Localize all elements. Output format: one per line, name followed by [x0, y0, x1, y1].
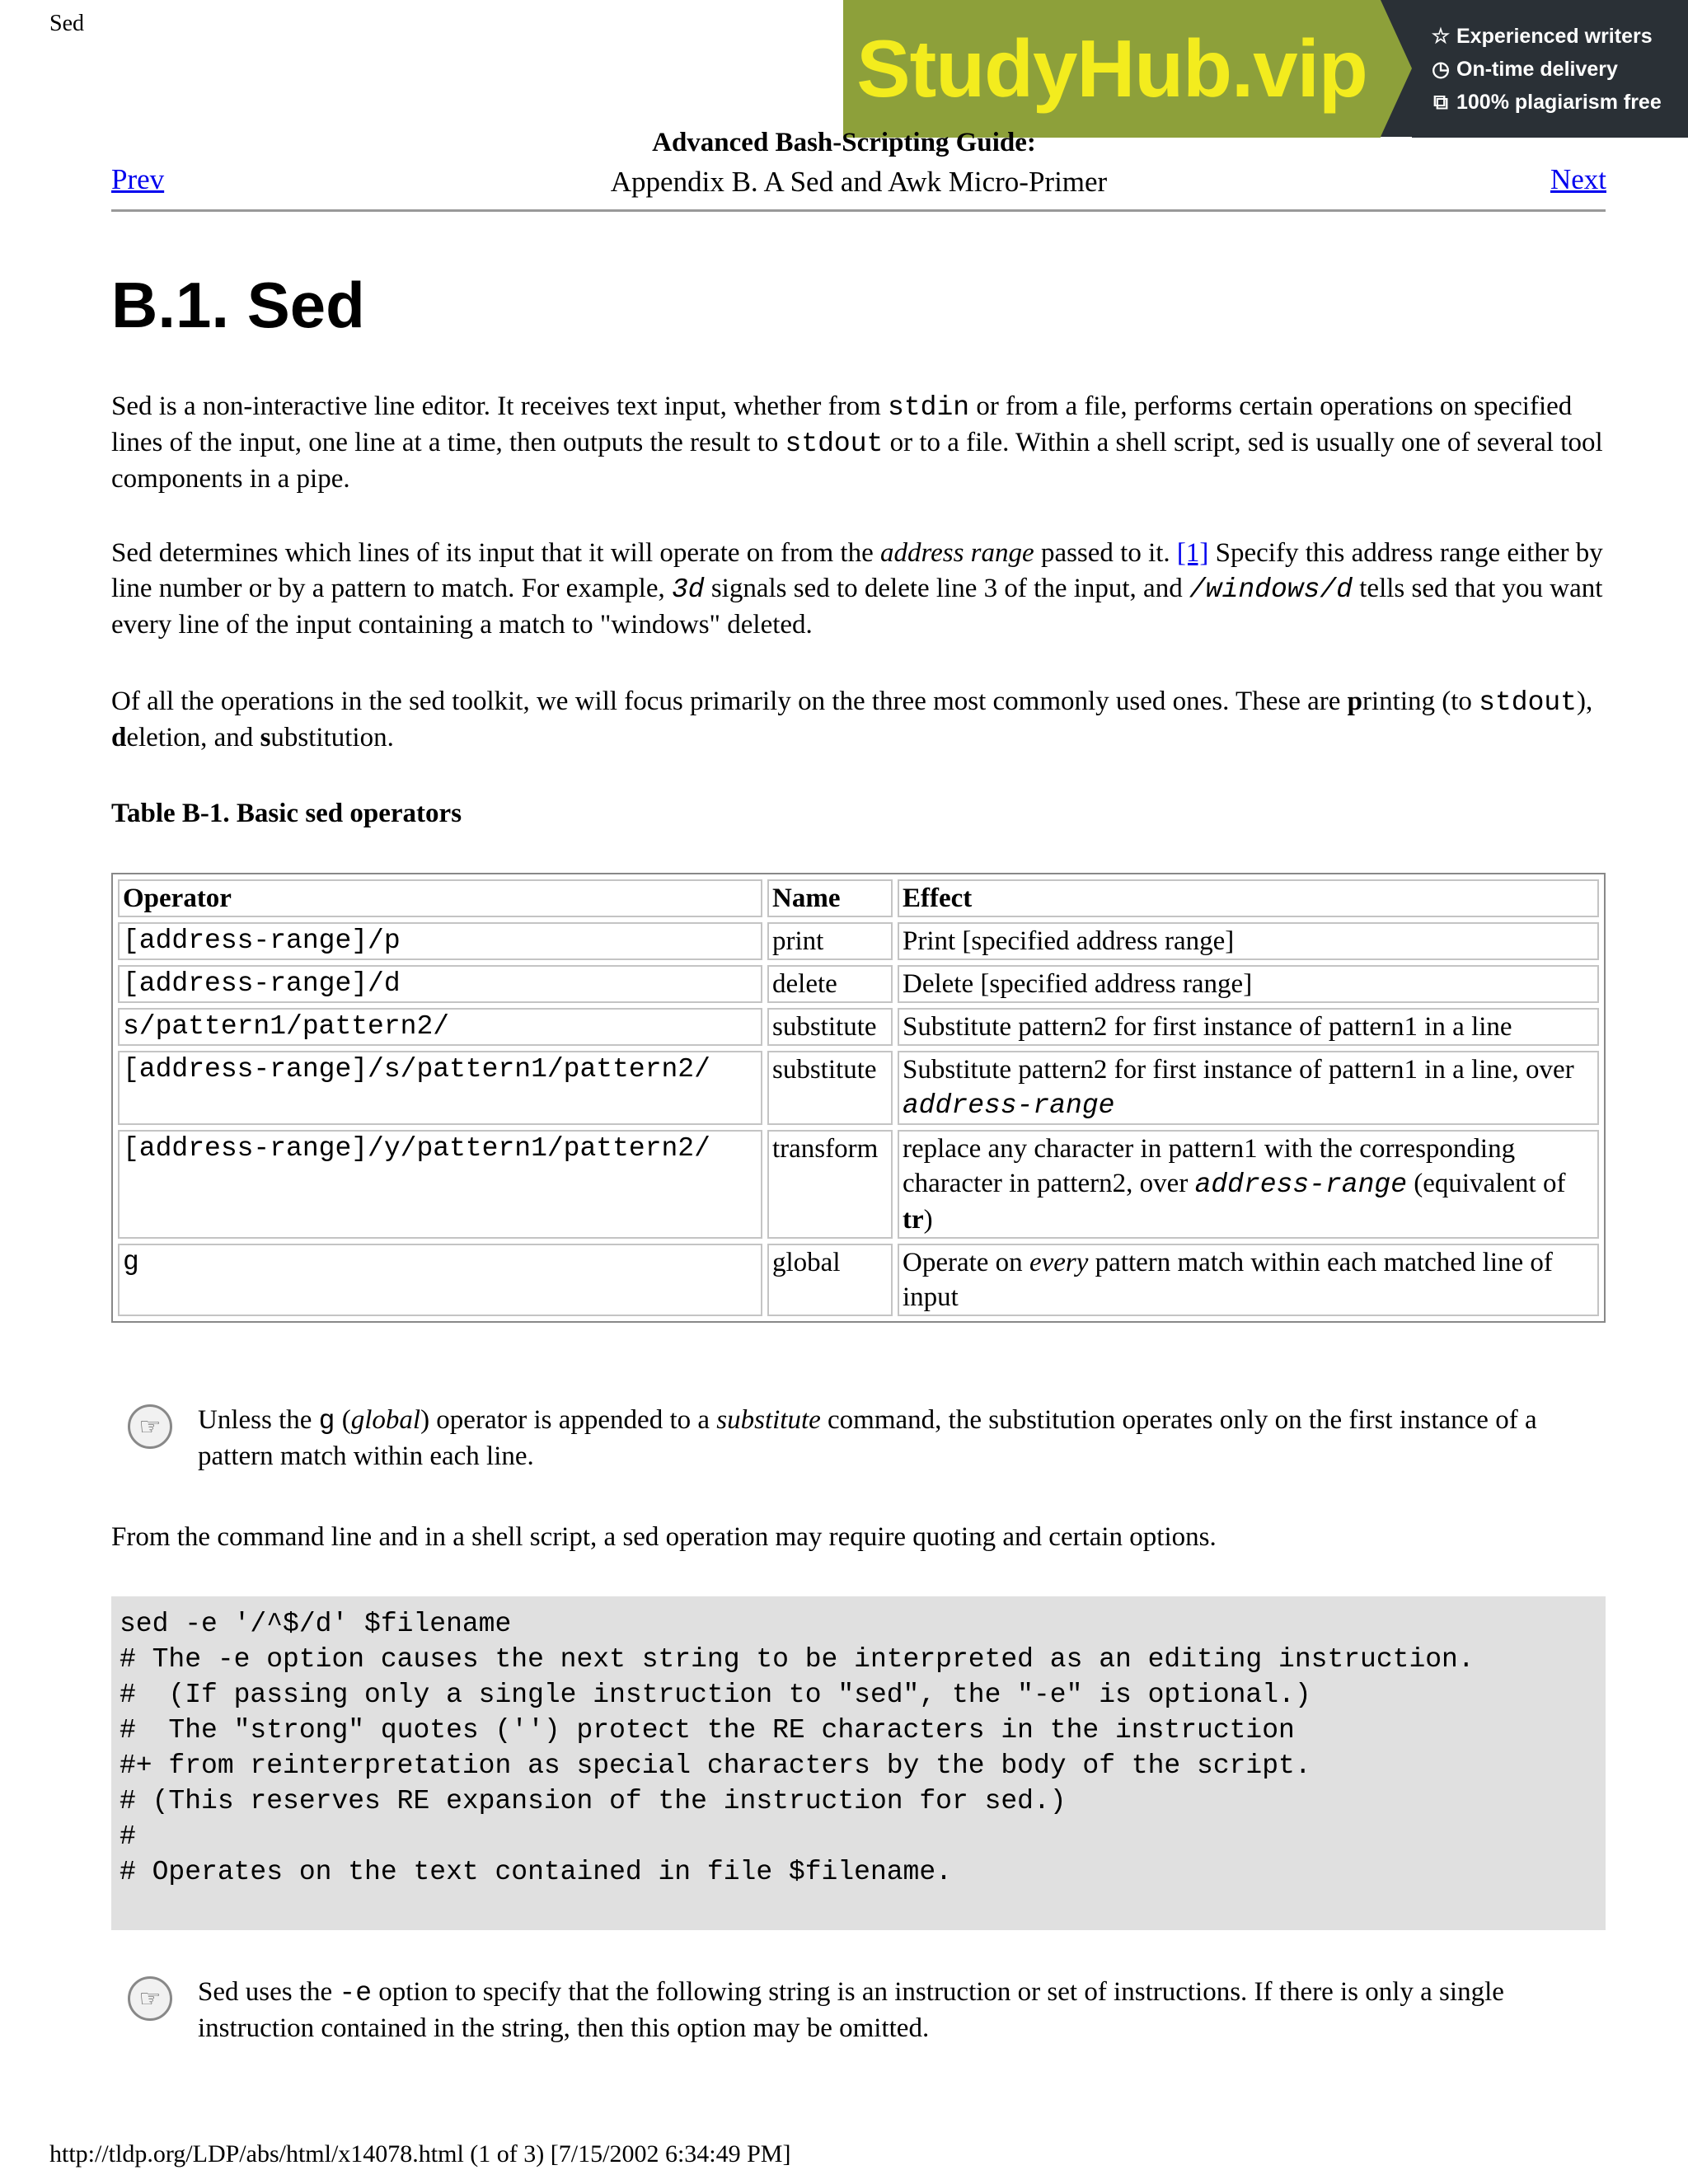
banner-feature [1430, 86, 1688, 119]
effect-cell: Substitute pattern2 for first instance of pattern1 in a line, over address-range [898, 1051, 1599, 1125]
operations-paragraph: Of all the operations in the sed toolkit, we will focus primarily on the three most commonly used ones. These are printing (to stdout), deletion, and substitution. [111, 687, 1593, 752]
note-text: Sed uses the -e option to specify that the following string is an instruction or set of instructions. If there is only a single instruction contained in the string, then this option may be omitted. [198, 1977, 1504, 2043]
note-text: Unless the g (global) operator is appended to a substitute command, the substitution operates only on the first instance of a pattern match within each line. [198, 1405, 1537, 1471]
table-row [118, 1244, 1599, 1316]
intro-paragraph: Sed is a non-interactive line editor. It receives text input, whether from stdin or from a file, performs certain operations on specified lines of the input, one line at a time, then outputs the result to stdout or to a file. Within a shell script, sed is usually one of several tool components in a pipe. [111, 391, 1603, 494]
column-header: Name [767, 879, 893, 917]
banner-feature-text: On-time delivery [1456, 58, 1618, 81]
operator-cell: g [118, 1244, 762, 1316]
column-header: Effect [898, 879, 1599, 917]
column-header: Operator [118, 879, 762, 917]
table-caption: Table B-1. Basic sed operators [111, 799, 462, 828]
operator-cell: [address-range]/s/pattern1/pattern2/ [118, 1051, 762, 1125]
banner-feature [1430, 20, 1688, 53]
effect-cell: Operate on every pattern match within each matched line of input [898, 1244, 1599, 1316]
code-example: 3d [671, 574, 705, 605]
code-example: /windows/d [1189, 574, 1353, 605]
footer-url: http://tldp.org/LDP/abs/html/x14078.html (1 of 3) [7/15/2002 6:34:49 PM] [49, 2140, 791, 2168]
effect-cell: Substitute pattern2 for first instance of pattern1 in a line [898, 1008, 1599, 1046]
table-row [118, 1130, 1599, 1239]
name-cell: delete [767, 965, 893, 1003]
banner-feature-text: 100% plagiarism free [1456, 91, 1662, 114]
table-row [118, 1008, 1599, 1046]
effect-cell: replace any character in pattern1 with the corresponding character in pattern2, over address-range (equivalent of tr) [898, 1130, 1599, 1239]
name-cell: global [767, 1244, 893, 1316]
sed-operators-table [111, 873, 1606, 1323]
next-link[interactable]: Next [1550, 163, 1606, 195]
banner-features [1412, 0, 1688, 138]
star-icon: ☆ [1431, 25, 1451, 48]
guide-title: Advanced Bash-Scripting Guide: [652, 128, 1036, 157]
section-heading: B.1. Sed [111, 269, 365, 341]
table-header-row [118, 879, 1599, 917]
code-example-block: sed -e '/^$/d' $filename # The -e option causes the next string to be interpreted as an editing instruction. # (If passing only a single instruction to "sed", the "-e" is optional.) # The "strong" quotes ('') protect the RE characters in the instruction #+ from reinterpretation as special characters by the body of the script. # (This reserves RE expansion of the instruction for sed.) # # Operates on the text contained in file $filename. [111, 1596, 1606, 1930]
prev-link[interactable]: Prev [111, 163, 165, 195]
page-title: Sed [49, 11, 84, 36]
table-row [118, 1051, 1599, 1125]
copy-icon: ⧉ [1433, 91, 1448, 114]
operator-cell: [address-range]/p [118, 922, 762, 960]
table-row [118, 922, 1599, 960]
table-row [118, 965, 1599, 1003]
banner-divider [1381, 0, 1412, 137]
banner-feature [1430, 53, 1688, 86]
quoting-paragraph: From the command line and in a shell script, a sed operation may require quoting and certain options. [111, 1522, 1217, 1552]
header-divider [111, 209, 1606, 212]
operator-cell: s/pattern1/pattern2/ [118, 1008, 762, 1046]
clock-icon: ◷ [1432, 58, 1450, 81]
name-cell: substitute [767, 1051, 893, 1125]
name-cell: transform [767, 1130, 893, 1239]
banner-logo: StudyHub.vip [856, 23, 1367, 114]
footnote-link[interactable]: [1] [1176, 538, 1209, 568]
address-range-paragraph: Sed determines which lines of its input that it will operate on from the address range passed to it. [1] Specify this address range either by line number or by a pattern to match. For example, 3d signals sed to delete line 3 of the input, and /windows/d tells sed that you want every line of the input containing a match to "windows" deleted. [111, 538, 1603, 640]
banner-feature-text: Experienced writers [1456, 25, 1653, 48]
note-icon: ☞ [128, 1404, 172, 1449]
name-cell: substitute [767, 1008, 893, 1046]
note-icon: ☞ [128, 1976, 172, 2021]
effect-cell: Print [specified address range] [898, 922, 1599, 960]
effect-cell: Delete [specified address range] [898, 965, 1599, 1003]
banner-brand [843, 0, 1381, 138]
name-cell: print [767, 922, 893, 960]
operator-cell: [address-range]/y/pattern1/pattern2/ [118, 1130, 762, 1239]
appendix-title: Appendix B. A Sed and Awk Micro-Primer [610, 166, 1108, 198]
code-stdin: stdin [888, 392, 970, 423]
operator-cell: [address-range]/d [118, 965, 762, 1003]
ad-banner[interactable] [843, 0, 1688, 138]
code-stdout: stdout [785, 429, 884, 459]
